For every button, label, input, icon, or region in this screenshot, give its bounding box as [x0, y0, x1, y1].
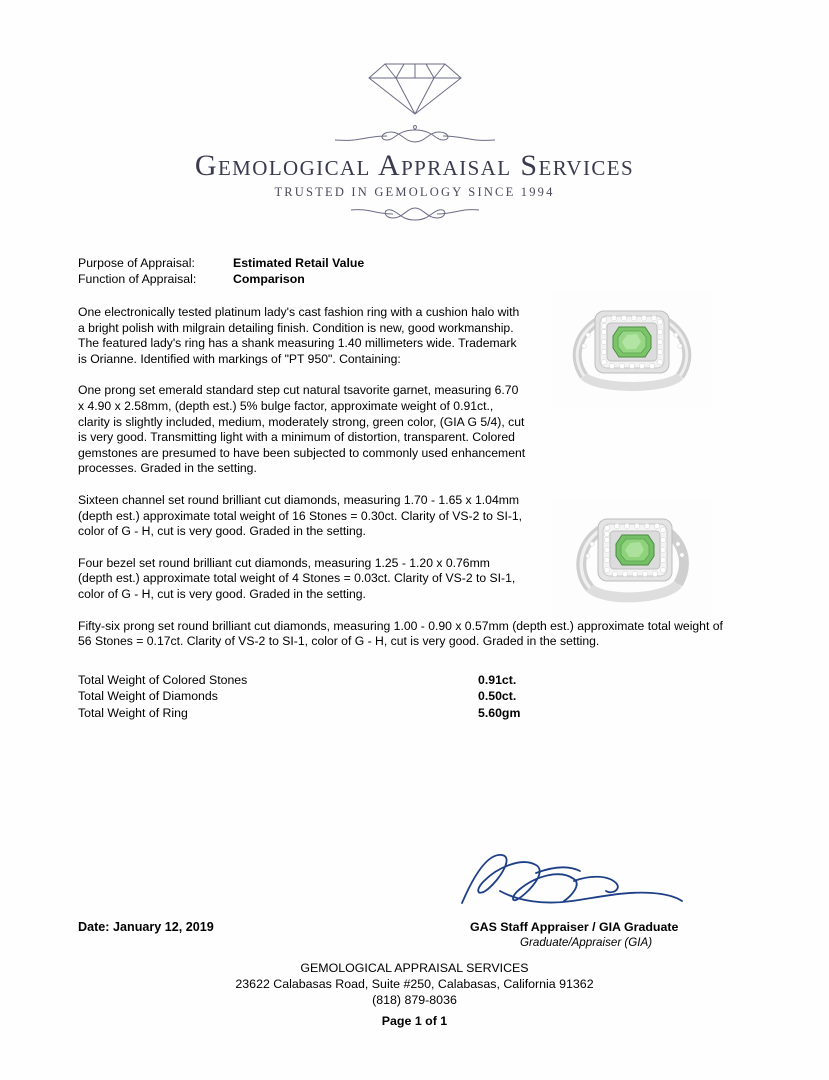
- total-label: Total Weight of Diamonds: [78, 689, 218, 704]
- footer-phone: (818) 879-8036: [372, 993, 457, 1007]
- flourish-bottom-icon: [265, 204, 565, 228]
- document-footer: [0, 960, 829, 1029]
- purpose-row: [78, 255, 750, 271]
- table-row: [78, 705, 750, 722]
- function-value: Comparison: [233, 272, 305, 286]
- total-label: Total Weight of Ring: [78, 705, 188, 720]
- ring-photo-bottom: [552, 500, 712, 618]
- page-title: Gemological Appraisal Services: [194, 149, 635, 182]
- total-value: 0.50ct.: [478, 689, 517, 704]
- purpose-value: Estimated Retail Value: [233, 256, 365, 270]
- purpose-label: Purpose of Appraisal:: [78, 256, 195, 270]
- footer-page-number: Page 1 of 1: [381, 1014, 448, 1028]
- diamond-icon: [355, 58, 475, 118]
- signature-icon: [440, 845, 700, 915]
- function-row: [78, 271, 750, 287]
- purpose-block: [78, 255, 750, 287]
- description-paragraph-1: One electronically tested platinum lady's cast fashion ring with a cushion halo with a bright polish with milgrain detailing finish. Condition is new, good workmanship. The featured lady's ring has a shank measuring 1.40 millimeters wide. Trademark is Orianne. Identified with markings of "PT 950". Containing:: [78, 305, 520, 366]
- footer-address: 23622 Calabasas Road, Suite #250, Calabasas, California 91362: [235, 977, 594, 991]
- signature-subcaption: Graduate/Appraiser (GIA): [520, 936, 653, 949]
- appraisal-date: Date: January 12, 2019: [78, 920, 214, 934]
- total-value: 0.91ct.: [478, 672, 517, 687]
- description-paragraph-3: Sixteen channel set round brilliant cut diamonds, measuring 1.70 - 1.65 x 1.04mm (depth est.) approximate total weight of 16 Stones = 0.30ct. Clarity of VS-2 to SI-1, color of G - H, cut is very good. Graded in the setting.: [78, 492, 523, 539]
- table-row: [78, 688, 750, 705]
- function-label: Function of Appraisal:: [78, 272, 197, 286]
- description-paragraph-2: One prong set emerald standard step cut natural tsavorite garnet, measuring 6.70 x 4.90 x 2.58mm, (depth est.) 5% bulge factor, approximate weight of 0.91ct., clarity is slightly included, medium, moderately strong, green color, (GIA G 5/4), cut is very good. Transmitting light with a minimum of distortion, transparent. Colored gemstones are presumed to have been subjected to commonly used enhancement processes. Graded in the setting.: [78, 383, 526, 476]
- footer-firm-name: GEMOLOGICAL APPRAISAL SERVICES: [300, 961, 529, 975]
- description-paragraph-4: Four bezel set round brilliant cut diamonds, measuring 1.25 - 1.20 x 0.76mm (depth est.) approximate total weight of 4 Stones = 0.03ct. Clarity of VS-2 to SI-1, color of G - H, cut is very good. Graded in the setting.: [78, 555, 516, 601]
- flourish-top-icon: [265, 120, 565, 146]
- total-value: 5.60gm: [478, 705, 521, 720]
- document-header: [0, 0, 829, 228]
- tagline: TRUSTED IN GEMOLOGY SINCE 1994: [274, 184, 555, 199]
- signature-caption: GAS Staff Appraiser / GIA Graduate: [470, 920, 679, 934]
- totals-table: [78, 672, 750, 722]
- total-label: Total Weight of Colored Stones: [78, 672, 248, 687]
- description-paragraph-5: Fifty-six prong set round brilliant cut diamonds, measuring 1.00 - 0.90 x 0.57mm (depth est.) approximate total weight of 56 Stones = 0.17ct. Clarity of VS-2 to SI-1, color of G - H, cut is very good. Graded in the setting.: [78, 618, 723, 649]
- ring-photo-top: [552, 290, 712, 408]
- table-row: [78, 672, 750, 689]
